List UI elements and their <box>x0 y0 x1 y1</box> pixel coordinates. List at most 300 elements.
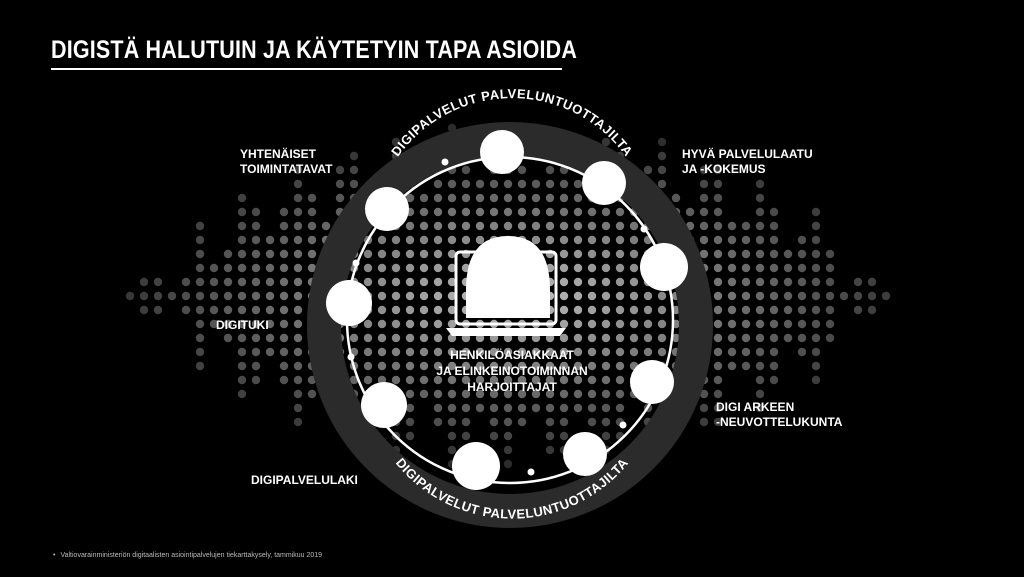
pattern-dot <box>546 180 554 188</box>
pattern-dot <box>434 222 442 230</box>
label-line: YHTENÄISET <box>240 147 317 161</box>
pattern-dot <box>532 180 540 188</box>
pattern-dot <box>294 334 302 342</box>
pattern-dot <box>364 320 372 328</box>
pattern-dot <box>406 376 414 384</box>
pattern-dot <box>406 250 414 258</box>
pattern-dot <box>490 432 498 440</box>
pattern-dot <box>546 404 554 412</box>
pattern-dot <box>434 264 442 272</box>
pattern-dot <box>420 320 428 328</box>
pattern-dot <box>504 208 512 216</box>
pattern-dot <box>406 390 414 398</box>
center-label-line3: HARJOITTAJAT <box>467 380 557 394</box>
pattern-dot <box>700 404 708 412</box>
pattern-dot <box>392 236 400 244</box>
pattern-dot <box>378 348 386 356</box>
pattern-dot <box>882 292 890 300</box>
pattern-dot <box>154 292 162 300</box>
pattern-dot <box>294 250 302 258</box>
pattern-dot <box>434 404 442 412</box>
pattern-dot <box>644 292 652 300</box>
pattern-dot <box>490 222 498 230</box>
pattern-dot <box>294 376 302 384</box>
pattern-dot <box>756 306 764 314</box>
pattern-dot <box>602 250 610 258</box>
pattern-dot <box>420 208 428 216</box>
pattern-dot <box>434 180 442 188</box>
pattern-dot <box>434 334 442 342</box>
pattern-dot <box>238 362 246 370</box>
pattern-dot <box>574 334 582 342</box>
pattern-dot <box>350 180 358 188</box>
pattern-dot <box>602 432 610 440</box>
pattern-dot <box>392 334 400 342</box>
pattern-dot <box>378 334 386 342</box>
pattern-dot <box>504 446 512 454</box>
pattern-dot <box>560 264 568 272</box>
pattern-dot <box>700 180 708 188</box>
pattern-dot <box>518 418 526 426</box>
pattern-dot <box>238 264 246 272</box>
pattern-dot <box>742 320 750 328</box>
pattern-dot <box>686 208 694 216</box>
pattern-dot <box>434 306 442 314</box>
pattern-dot <box>602 390 610 398</box>
pattern-dot <box>546 446 554 454</box>
pattern-dot <box>210 278 218 286</box>
pattern-dot <box>826 306 834 314</box>
pattern-dot <box>252 250 260 258</box>
pattern-dot <box>364 362 372 370</box>
pattern-dot <box>714 250 722 258</box>
pattern-dot <box>196 362 204 370</box>
pattern-dot <box>616 278 624 286</box>
ring-small-dot <box>620 422 627 429</box>
pattern-dot <box>588 264 596 272</box>
pattern-dot <box>546 208 554 216</box>
pattern-dot <box>238 376 246 384</box>
pattern-dot <box>336 180 344 188</box>
pattern-dot <box>532 194 540 202</box>
pattern-dot <box>378 236 386 244</box>
pattern-dot <box>252 334 260 342</box>
pattern-dot <box>756 278 764 286</box>
pattern-dot <box>574 320 582 328</box>
pattern-dot <box>868 292 876 300</box>
pattern-dot <box>238 194 246 202</box>
pattern-dot <box>476 222 484 230</box>
pattern-dot <box>728 320 736 328</box>
pattern-dot <box>546 236 554 244</box>
pattern-dot <box>448 418 456 426</box>
pattern-dot <box>770 320 778 328</box>
ring-node <box>326 280 372 326</box>
pattern-dot <box>182 278 190 286</box>
pattern-dot <box>714 390 722 398</box>
pattern-dot <box>238 348 246 356</box>
pattern-dot <box>378 292 386 300</box>
ring-node <box>452 442 500 490</box>
pattern-dot <box>266 292 274 300</box>
pattern-dot <box>210 306 218 314</box>
pattern-dot <box>798 334 806 342</box>
pattern-dot <box>210 264 218 272</box>
pattern-dot <box>378 362 386 370</box>
pattern-dot <box>196 264 204 272</box>
pattern-dot <box>420 278 428 286</box>
pattern-dot <box>294 180 302 188</box>
pattern-dot <box>490 180 498 188</box>
ring-node <box>365 187 409 231</box>
pattern-dot <box>616 390 624 398</box>
pattern-dot <box>420 334 428 342</box>
ring-small-dot <box>641 226 648 233</box>
pattern-dot <box>616 250 624 258</box>
pattern-dot <box>196 292 204 300</box>
pattern-dot <box>294 320 302 328</box>
footnote-bullet: • <box>53 552 56 559</box>
pattern-dot <box>252 376 260 384</box>
pattern-dot <box>196 250 204 258</box>
pattern-dot <box>812 376 820 384</box>
pattern-dot <box>728 250 736 258</box>
pattern-dot <box>574 306 582 314</box>
pattern-dot <box>504 432 512 440</box>
pattern-dot <box>434 208 442 216</box>
pattern-dot <box>350 334 358 342</box>
pattern-dot <box>448 222 456 230</box>
pattern-dot <box>644 166 652 174</box>
ring-node <box>582 161 626 205</box>
pattern-dot <box>602 376 610 384</box>
pattern-dot <box>406 278 414 286</box>
pattern-dot <box>742 250 750 258</box>
pattern-dot <box>238 222 246 230</box>
pattern-dot <box>630 222 638 230</box>
pattern-dot <box>658 166 666 174</box>
pattern-dot <box>714 264 722 272</box>
pattern-dot <box>238 250 246 258</box>
pattern-dot <box>840 292 848 300</box>
pattern-dot <box>294 418 302 426</box>
pattern-dot <box>588 222 596 230</box>
pattern-dot <box>756 236 764 244</box>
pattern-dot <box>434 292 442 300</box>
pattern-dot <box>252 236 260 244</box>
pattern-dot <box>476 404 484 412</box>
ring-node <box>480 130 524 174</box>
pattern-dot <box>812 362 820 370</box>
pattern-dot <box>742 362 750 370</box>
pattern-dot <box>448 446 456 454</box>
pattern-dot <box>616 292 624 300</box>
pattern-dot <box>252 264 260 272</box>
pattern-dot <box>406 306 414 314</box>
pattern-dot <box>658 306 666 314</box>
pattern-dot <box>238 306 246 314</box>
pattern-dot <box>602 222 610 230</box>
pattern-dot <box>616 208 624 216</box>
pattern-dot <box>406 404 414 412</box>
pattern-dot <box>462 166 470 174</box>
pattern-dot <box>630 334 638 342</box>
pattern-dot <box>238 236 246 244</box>
pattern-dot <box>574 208 582 216</box>
pattern-dot <box>140 278 148 286</box>
pattern-dot <box>224 292 232 300</box>
pattern-dot <box>728 292 736 300</box>
pattern-dot <box>560 432 568 440</box>
ring-small-dot <box>442 159 449 166</box>
pattern-dot <box>602 404 610 412</box>
pattern-dot <box>770 264 778 272</box>
pattern-dot <box>490 418 498 426</box>
pattern-dot <box>574 180 582 188</box>
pattern-dot <box>756 376 764 384</box>
pattern-dot <box>266 236 274 244</box>
pattern-dot <box>266 306 274 314</box>
pattern-dot <box>728 348 736 356</box>
pattern-dot <box>308 194 316 202</box>
pattern-dot <box>406 264 414 272</box>
pattern-dot <box>294 306 302 314</box>
pattern-dot <box>476 180 484 188</box>
pattern-dot <box>392 250 400 258</box>
pattern-dot <box>756 292 764 300</box>
pattern-dot <box>812 320 820 328</box>
pattern-dot <box>280 208 288 216</box>
pattern-dot <box>602 334 610 342</box>
pattern-dot <box>378 320 386 328</box>
pattern-dot <box>546 194 554 202</box>
pattern-dot <box>378 306 386 314</box>
pattern-dot <box>588 320 596 328</box>
pattern-dot <box>770 362 778 370</box>
pattern-dot <box>560 278 568 286</box>
pattern-dot <box>504 418 512 426</box>
pattern-dot <box>714 306 722 314</box>
footnote-text: Valtiovarainministeriön digitaalisten asiointipalvelujen tiekarttakysely, tammikuu 2019 <box>60 552 323 559</box>
pattern-dot <box>392 320 400 328</box>
pattern-dot <box>770 278 778 286</box>
pattern-dot <box>630 250 638 258</box>
pattern-dot <box>630 306 638 314</box>
pattern-dot <box>784 292 792 300</box>
pattern-dot <box>560 236 568 244</box>
pattern-dot <box>854 306 862 314</box>
label-yhtenaiset <box>240 147 332 177</box>
pattern-dot <box>280 362 288 370</box>
pattern-dot <box>742 222 750 230</box>
pattern-dot <box>238 208 246 216</box>
pattern-dot <box>742 278 750 286</box>
pattern-dot <box>406 362 414 370</box>
pattern-dot <box>196 348 204 356</box>
pattern-dot <box>266 334 274 342</box>
pattern-dot <box>812 250 820 258</box>
pattern-dot <box>574 404 582 412</box>
pattern-dot <box>364 334 372 342</box>
pattern-dot <box>392 278 400 286</box>
pattern-dot <box>168 292 176 300</box>
pattern-dot <box>588 236 596 244</box>
pattern-dot <box>756 250 764 258</box>
pattern-dot <box>420 292 428 300</box>
label-line: -NEUVOTTELUKUNTA <box>716 415 843 429</box>
pattern-dot <box>406 334 414 342</box>
pattern-dot <box>588 208 596 216</box>
pattern-dot <box>294 194 302 202</box>
pattern-dot <box>252 292 260 300</box>
pattern-dot <box>700 194 708 202</box>
pattern-dot <box>644 334 652 342</box>
pattern-dot <box>630 320 638 328</box>
pattern-dot <box>434 236 442 244</box>
pattern-dot <box>588 292 596 300</box>
pattern-dot <box>714 208 722 216</box>
pattern-dot <box>252 208 260 216</box>
pattern-dot <box>308 208 316 216</box>
pattern-dot <box>448 432 456 440</box>
pattern-dot <box>504 404 512 412</box>
pattern-dot <box>826 264 834 272</box>
pattern-dot <box>392 348 400 356</box>
pattern-dot <box>588 404 596 412</box>
pattern-dot <box>308 236 316 244</box>
pattern-dot <box>560 222 568 230</box>
pattern-dot <box>714 278 722 286</box>
pattern-dot <box>126 292 134 300</box>
ring-node <box>361 382 407 428</box>
pattern-dot <box>504 222 512 230</box>
label-line: HYVÄ PALVELULAATU <box>682 147 813 161</box>
pattern-dot <box>406 292 414 300</box>
pattern-dot <box>392 292 400 300</box>
pattern-dot <box>616 306 624 314</box>
pattern-dot <box>658 334 666 342</box>
label-line: DIGI ARKEEN <box>716 400 795 414</box>
pattern-dot <box>714 320 722 328</box>
label-digituki: DIGITUKI <box>216 318 269 332</box>
pattern-dot <box>854 278 862 286</box>
pattern-dot <box>518 404 526 412</box>
pattern-dot <box>294 292 302 300</box>
pattern-dot <box>420 250 428 258</box>
pattern-dot <box>196 222 204 230</box>
pattern-dot <box>602 320 610 328</box>
pattern-dot <box>462 194 470 202</box>
label-palvelulaatu <box>682 147 813 177</box>
pattern-dot <box>280 264 288 272</box>
pattern-dot <box>476 194 484 202</box>
pattern-dot <box>196 320 204 328</box>
pattern-dot <box>588 306 596 314</box>
pattern-dot <box>714 222 722 230</box>
pattern-dot <box>238 292 246 300</box>
pattern-dot <box>714 292 722 300</box>
pattern-dot <box>770 208 778 216</box>
pattern-dot <box>826 334 834 342</box>
pattern-dot <box>602 418 610 426</box>
pattern-dot <box>574 236 582 244</box>
pattern-dot <box>560 194 568 202</box>
ring-text-bottom: DIGIPALVELUT PALVELUNTUOTTAJILTA <box>392 455 632 522</box>
pattern-dot <box>224 306 232 314</box>
pattern-dot <box>196 236 204 244</box>
pattern-dot <box>798 236 806 244</box>
pattern-dot <box>280 376 288 384</box>
pattern-dot <box>602 236 610 244</box>
pattern-dot <box>588 334 596 342</box>
pattern-dot <box>700 418 708 426</box>
pattern-dot <box>378 250 386 258</box>
pattern-dot <box>826 292 834 300</box>
pattern-dot <box>728 334 736 342</box>
pattern-dot <box>224 250 232 258</box>
pattern-dot <box>420 194 428 202</box>
pattern-dot <box>378 278 386 286</box>
pattern-dot <box>462 222 470 230</box>
pattern-dot <box>812 208 820 216</box>
pattern-dot <box>392 362 400 370</box>
pattern-dot <box>728 264 736 272</box>
pattern-dot <box>742 348 750 356</box>
pattern-dot <box>280 278 288 286</box>
pattern-dot <box>280 292 288 300</box>
ring-node <box>630 360 674 404</box>
pattern-dot <box>616 334 624 342</box>
pattern-dot <box>154 278 162 286</box>
pattern-dot <box>476 208 484 216</box>
pattern-dot <box>266 250 274 258</box>
pattern-dot <box>518 194 526 202</box>
pattern-dot <box>770 306 778 314</box>
page-title: DIGISTÄ HALUTUIN JA KÄYTETYIN TAPA ASIOIDA <box>51 36 578 64</box>
pattern-dot <box>602 264 610 272</box>
pattern-dot <box>616 404 624 412</box>
pattern-dot <box>476 236 484 244</box>
pattern-dot <box>826 320 834 328</box>
pattern-dot <box>224 264 232 272</box>
pattern-dot <box>532 404 540 412</box>
pattern-dot <box>616 222 624 230</box>
pattern-dot <box>560 334 568 342</box>
pattern-dot <box>364 278 372 286</box>
pattern-dot <box>784 320 792 328</box>
pattern-dot <box>742 292 750 300</box>
pattern-dot <box>658 292 666 300</box>
pattern-dot <box>280 334 288 342</box>
pattern-dot <box>602 208 610 216</box>
pattern-dot <box>798 278 806 286</box>
pattern-dot <box>546 166 554 174</box>
pattern-dot <box>574 278 582 286</box>
pattern-dot <box>252 222 260 230</box>
pattern-dot <box>448 180 456 188</box>
pattern-dot <box>616 236 624 244</box>
pattern-dot <box>154 306 162 314</box>
pattern-dot <box>630 292 638 300</box>
pattern-dot <box>658 138 666 146</box>
pattern-dot <box>784 264 792 272</box>
label-line: TOIMINTATAVAT <box>240 162 333 176</box>
pattern-dot <box>756 362 764 370</box>
pattern-dot <box>406 236 414 244</box>
pattern-dot <box>546 222 554 230</box>
pattern-dot <box>322 222 330 230</box>
pattern-dot <box>770 292 778 300</box>
